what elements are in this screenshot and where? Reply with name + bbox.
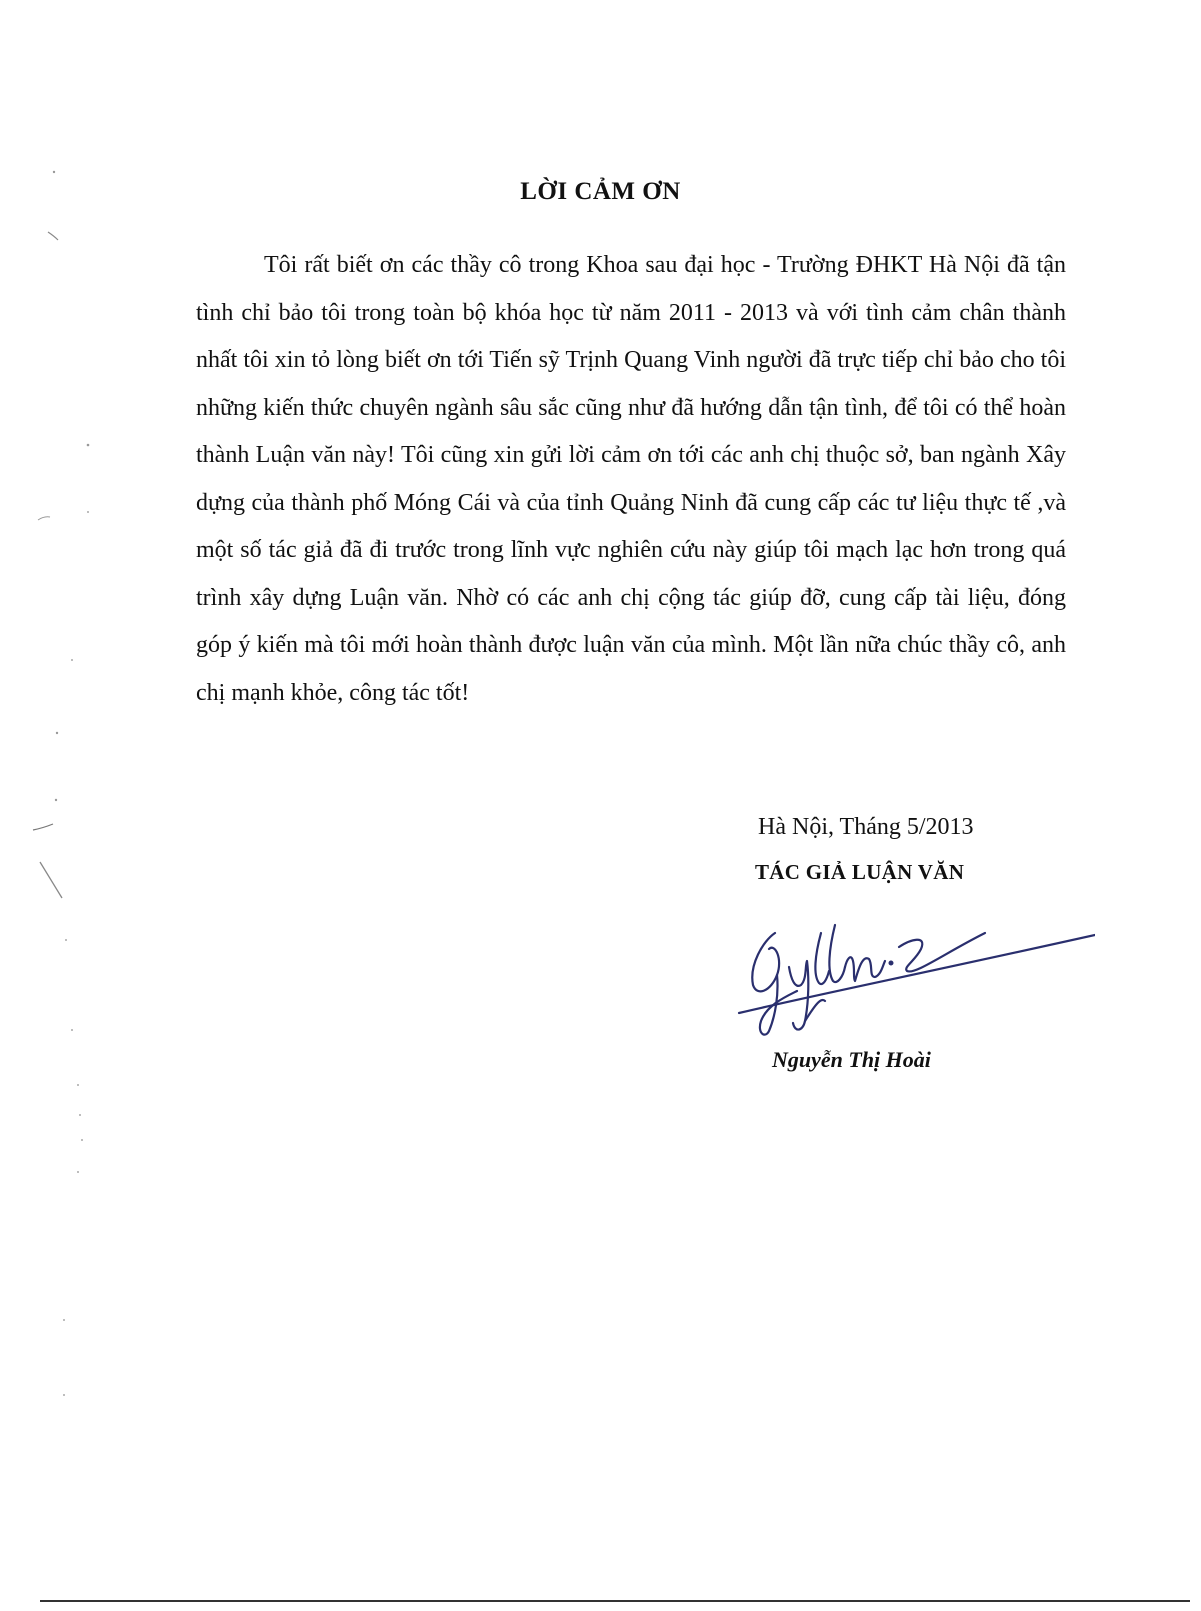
author-name: Nguyễn Thị Hoài <box>772 1047 931 1072</box>
author-role-label: TÁC GIẢ LUẬN VĂN <box>755 860 965 884</box>
page-bottom-rule <box>40 1599 1190 1603</box>
acknowledgement-paragraph: Tôi rất biết ơn các thầy cô trong Khoa sau đại học - Trường ĐHKT Hà Nội đã tận tình chỉ bảo tôi trong toàn bộ khóa học từ năm 2011 - 2013 và với tình cảm chân thành nhất tôi xin tỏ lòng biết ơn tới Tiến sỹ Trịnh Quang Vinh người đã trực tiếp chỉ bảo cho tôi những kiến thức chuyên ngành sâu sắc cũng như đã hướng dẫn tận tình, để tôi có thể hoàn thành Luận văn này! Tôi cũng xin gửi lời cảm ơn tới các anh chị thuộc sở, ban ngành Xây dựng của thành phố Móng Cái và của tỉnh Quảng Ninh đã cung cấp các tư liệu thực tế ,và một số tác giả đã đi trước trong lĩnh vực nghiên cứu này giúp tôi mạch lạc hơn trong quá trình xây dựng Luận văn. Nhờ có các anh chị cộng tác giúp đỡ, cung cấp tài liệu, đóng góp ý kiến mà tôi mới hoàn thành được luận văn của mình. Một lần nữa chúc thầy cô, anh chị mạnh khỏe, công tác tốt! <box>196 252 1066 706</box>
scan-noise-marks <box>0 0 120 1611</box>
date-location-line: Hà Nội, Tháng 5/2013 <box>758 814 974 840</box>
page-title: LỜI CẢM ƠN <box>520 178 681 205</box>
handwritten-signature <box>735 905 1095 1040</box>
